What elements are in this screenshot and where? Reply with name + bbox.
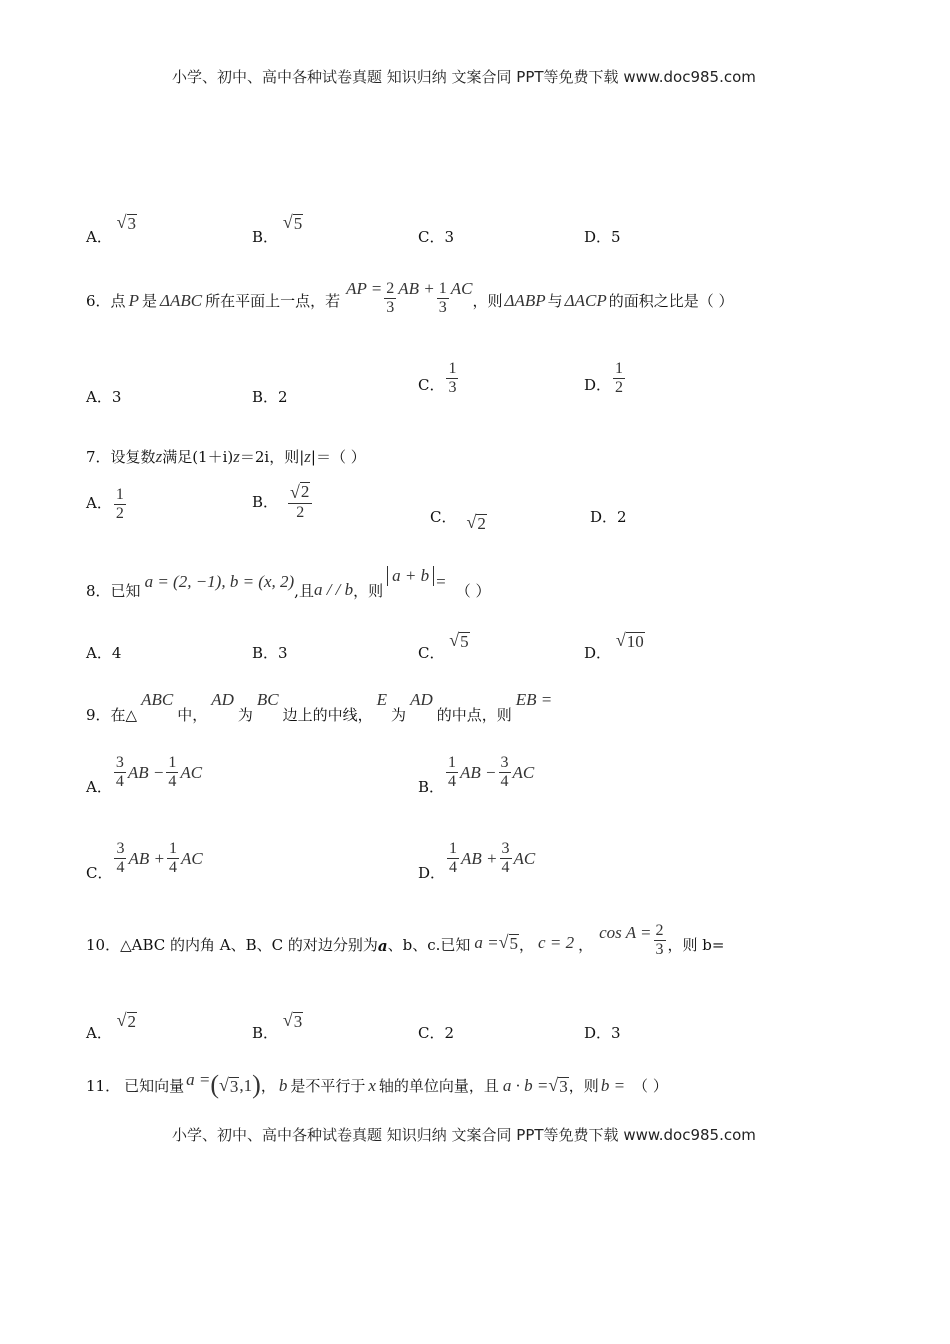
question-10-stem: 10． △ABC 的内角 A、B、C 的对边分别为 a 、b、c.已知 a = √ 5 ， c = 2 ， cos A = $\frac{2}{3}$ ，则 b=	[86, 922, 725, 958]
fraction: $\frac{1}{3}$	[448, 360, 457, 396]
page-header: 小学、初中、高中各种试卷真题 知识归纳 文案合同 PPT等免费下载 www.doc985.com	[172, 68, 756, 86]
option-a[interactable]: A． $\frac{1}{2}$	[86, 486, 124, 522]
question-9-stem: 9． 在△ ABC 中， AD 为 BC 边上的中线， E 为 AD 的中点，则 EB =	[86, 690, 553, 724]
option-c[interactable]: C． $\frac{3}{4}$ AB + $\frac{1}{4}$ AC	[86, 840, 203, 882]
fraction: √ 2 2	[288, 482, 312, 522]
option-c[interactable]: C． $\frac{1}{3}$	[418, 360, 457, 396]
option-b[interactable]: B．3	[252, 644, 288, 662]
question-8-stem: 8． 已知 a = (2, −1), b = (x, 2) ,且 a / / b ，则 a + b = （ ）	[86, 566, 491, 600]
sqrt-expr: √ 5	[498, 932, 519, 953]
sqrt-expr: √ 2	[466, 512, 486, 533]
option-d[interactable]: D．2	[590, 508, 627, 526]
option-d[interactable]: D． $\frac{1}{4}$ AB + $\frac{3}{4}$ AC	[418, 840, 536, 882]
option-d[interactable]: D． $\frac{1}{2}$	[584, 360, 624, 396]
fraction: $\frac{3}{4}$	[116, 840, 125, 876]
option-c[interactable]: C． √ 2	[430, 508, 486, 533]
fraction: $\frac{1}{4}$	[168, 840, 177, 876]
option-d[interactable]: D．5	[584, 228, 621, 246]
option-c[interactable]: C． √ 5	[418, 630, 469, 662]
fraction: $\frac{1}{4}$	[448, 754, 457, 790]
page-footer: 小学、初中、高中各种试卷真题 知识归纳 文案合同 PPT等免费下载 www.doc985.com	[172, 1126, 756, 1144]
fraction: $\frac{2}{3}$	[386, 280, 395, 316]
fraction: $\frac{1}{4}$	[168, 754, 177, 790]
option-d[interactable]: D．3	[584, 1024, 621, 1042]
fraction: $\frac{1}{3}$	[438, 280, 447, 316]
sqrt-expr: √ 5	[282, 212, 303, 233]
option-b[interactable]: B． $\frac{1}{4}$ AB − $\frac{3}{4}$ AC	[418, 754, 535, 796]
fraction: $\frac{1}{4}$	[449, 840, 458, 876]
option-a[interactable]: A． √ 3	[86, 212, 137, 246]
option-a[interactable]: A．4	[86, 644, 122, 662]
option-b[interactable]: B． √ 2 2	[252, 482, 314, 522]
fraction: $\frac{1}{2}$	[615, 360, 624, 396]
option-b[interactable]: B．2	[252, 388, 288, 406]
question-7-stem: 7．设复数z满足(1＋i)z＝2i，则|z|＝（ ）	[86, 447, 366, 466]
option-c[interactable]: C．3	[418, 228, 455, 246]
sqrt-expr: √ 2	[290, 482, 310, 502]
sqrt-expr: √ 5	[449, 630, 469, 651]
sqrt-expr: √ 10	[615, 630, 644, 651]
sqrt-expr: √ 3	[548, 1075, 568, 1096]
option-b[interactable]: B． √ 5	[252, 212, 303, 246]
fraction: $\frac{3}{4}$	[501, 840, 510, 876]
option-a[interactable]: A． $\frac{3}{4}$ AB − $\frac{1}{4}$ AC	[86, 754, 203, 796]
option-a[interactable]: A． √ 2	[86, 1010, 137, 1042]
option-a[interactable]: A．3	[86, 388, 122, 406]
fraction: $\frac{2}{3}$	[655, 922, 664, 958]
fraction: $\frac{3}{4}$	[500, 754, 509, 790]
sqrt-expr: √ 2	[116, 1010, 137, 1031]
sqrt-expr: √ 3	[219, 1075, 239, 1096]
option-d[interactable]: D． √ 10	[584, 630, 644, 662]
option-c[interactable]: C．2	[418, 1024, 455, 1042]
question-6-stem: 6． 点 P 是 ΔABC 所在平面上一点，若 AP = $\frac{2}{3}$ AB + $\frac{1}{3}$ AC ，则 ΔABP 与 ΔACP 的面积之比是（ ）	[86, 278, 734, 316]
option-b[interactable]: B． √ 3	[252, 1010, 303, 1042]
question-11-stem: 11． 已知向量 a = ( √ 3 ,1 ) ， b 是不平行于 x 轴的单位向量，且 a · b = √ 3 ，则 b = （ ）	[86, 1070, 668, 1099]
sqrt-expr: √ 3	[116, 212, 137, 233]
fraction: $\frac{3}{4}$	[115, 754, 124, 790]
fraction: $\frac{1}{2}$	[115, 486, 124, 522]
sqrt-expr: √ 3	[282, 1010, 303, 1031]
